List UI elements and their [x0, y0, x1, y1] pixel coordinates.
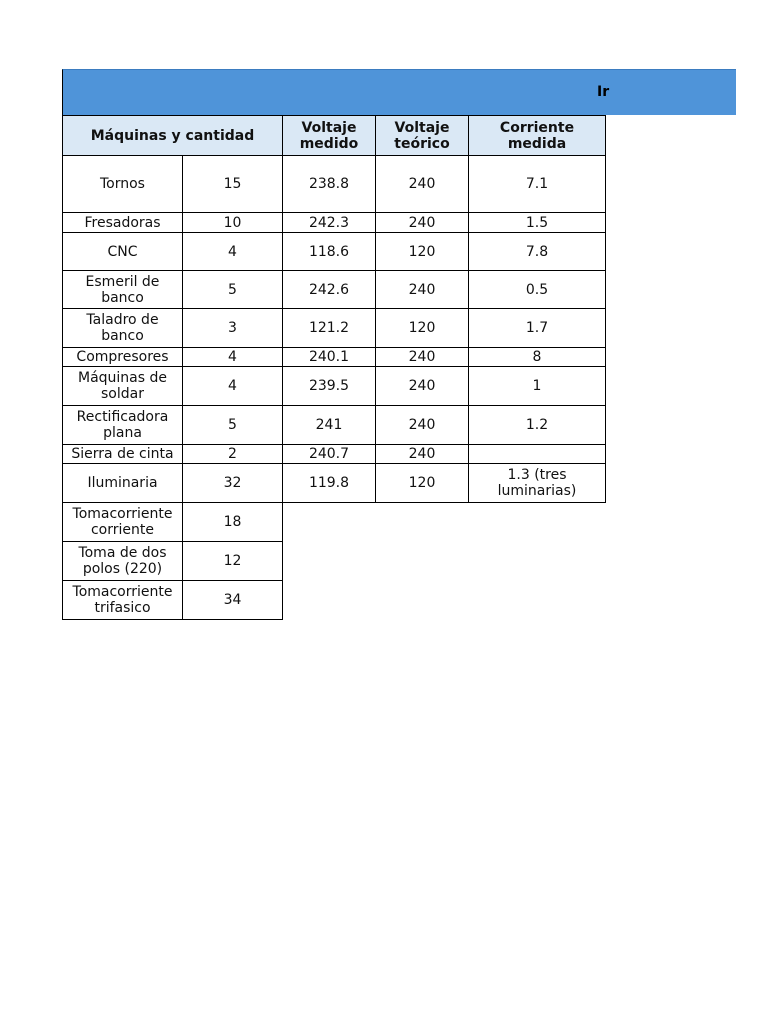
empty-cell [283, 503, 376, 542]
voltage-measured: 241 [283, 406, 376, 445]
current-measured [469, 445, 606, 464]
voltage-theoretical: 240 [376, 367, 469, 406]
machine-name: Tornos [63, 156, 183, 213]
empty-cell [283, 581, 376, 620]
outlet-quantity: 12 [183, 542, 283, 581]
banner-title: Ir [597, 84, 610, 100]
title-banner [62, 69, 736, 115]
voltage-theoretical: 240 [376, 348, 469, 367]
machine-name: Sierra de cinta [63, 445, 183, 464]
measurements-table [62, 115, 606, 620]
outlet-quantity: 18 [183, 503, 283, 542]
table-row [63, 348, 606, 367]
voltage-measured: 119.8 [283, 464, 376, 503]
machine-quantity: 4 [183, 233, 283, 271]
voltage-theoretical: 120 [376, 464, 469, 503]
empty-cell [469, 503, 606, 542]
machine-quantity: 32 [183, 464, 283, 503]
outlet-name: Toma de dos polos (220) [63, 542, 183, 581]
voltage-theoretical: 240 [376, 213, 469, 233]
table-row [63, 213, 606, 233]
current-measured: 8 [469, 348, 606, 367]
header-voltage-measured: Voltaje medido [283, 116, 376, 156]
current-measured: 1.7 [469, 309, 606, 348]
header-current-measured: Corriente medida [469, 116, 606, 156]
table-row [63, 156, 606, 213]
voltage-theoretical: 240 [376, 406, 469, 445]
voltage-measured: 242.6 [283, 271, 376, 309]
current-measured: 1.2 [469, 406, 606, 445]
current-measured: 0.5 [469, 271, 606, 309]
table-row [63, 542, 606, 581]
empty-cell [283, 542, 376, 581]
table-row [63, 464, 606, 503]
machine-quantity: 5 [183, 406, 283, 445]
outlet-name: Tomacorriente trifasico [63, 581, 183, 620]
empty-cell [469, 542, 606, 581]
machine-name: CNC [63, 233, 183, 271]
voltage-theoretical: 120 [376, 309, 469, 348]
table-row [63, 581, 606, 620]
table-row [63, 271, 606, 309]
voltage-theoretical: 240 [376, 156, 469, 213]
table-row [63, 309, 606, 348]
machine-name: Iluminaria [63, 464, 183, 503]
voltage-measured: 118.6 [283, 233, 376, 271]
machine-quantity: 2 [183, 445, 283, 464]
machine-quantity: 4 [183, 348, 283, 367]
header-machines: Máquinas y cantidad [63, 116, 283, 156]
header-voltage-theoretical: Voltaje teórico [376, 116, 469, 156]
machine-name: Fresadoras [63, 213, 183, 233]
machine-name: Máquinas de soldar [63, 367, 183, 406]
voltage-theoretical: 240 [376, 271, 469, 309]
table-row [63, 233, 606, 271]
header-row [63, 116, 606, 156]
outlet-quantity: 34 [183, 581, 283, 620]
voltage-measured: 240.7 [283, 445, 376, 464]
machine-quantity: 10 [183, 213, 283, 233]
table-row [63, 406, 606, 445]
voltage-measured: 240.1 [283, 348, 376, 367]
machine-quantity: 5 [183, 271, 283, 309]
table-row [63, 367, 606, 406]
voltage-measured: 242.3 [283, 213, 376, 233]
current-measured: 1.5 [469, 213, 606, 233]
voltage-measured: 238.8 [283, 156, 376, 213]
voltage-theoretical: 240 [376, 445, 469, 464]
outlet-name: Tomacorriente corriente [63, 503, 183, 542]
current-measured: 1 [469, 367, 606, 406]
voltage-measured: 121.2 [283, 309, 376, 348]
empty-cell [469, 581, 606, 620]
empty-cell [376, 542, 469, 581]
voltage-measured: 239.5 [283, 367, 376, 406]
machine-quantity: 4 [183, 367, 283, 406]
current-measured: 7.1 [469, 156, 606, 213]
empty-cell [376, 503, 469, 542]
machine-name: Esmeril de banco [63, 271, 183, 309]
current-measured: 1.3 (tres luminarias) [469, 464, 606, 503]
machine-name: Taladro de banco [63, 309, 183, 348]
machine-name: Compresores [63, 348, 183, 367]
machine-quantity: 3 [183, 309, 283, 348]
machine-name: Rectificadora plana [63, 406, 183, 445]
machine-quantity: 15 [183, 156, 283, 213]
current-measured: 7.8 [469, 233, 606, 271]
empty-cell [376, 581, 469, 620]
voltage-theoretical: 120 [376, 233, 469, 271]
table-row [63, 445, 606, 464]
table-row [63, 503, 606, 542]
